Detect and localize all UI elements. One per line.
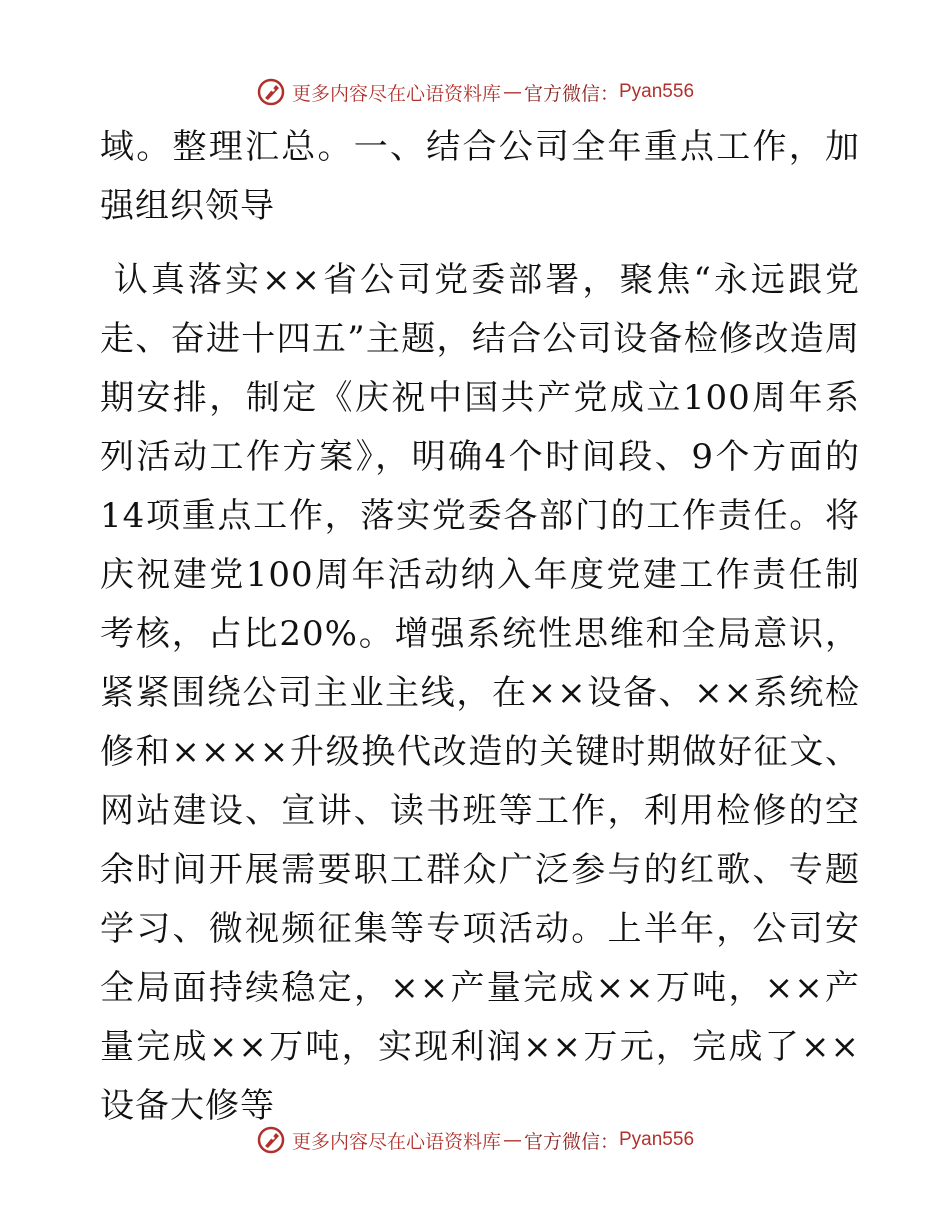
pen-nib-logo-icon <box>256 77 286 107</box>
header-watermark <box>0 72 950 112</box>
document-body <box>100 118 860 1136</box>
watermark-text: 更多内容尽在心语资料库 <box>291 1130 501 1153</box>
paragraph: 域。整理汇总。一、结合公司全年重点工作，加强组织领导 <box>100 127 860 226</box>
watermark-wechat-handle: Pyan556 <box>619 81 695 102</box>
watermark-separator: — <box>502 1129 522 1151</box>
pen-nib-logo-icon <box>256 1125 286 1155</box>
watermark-separator: — <box>502 81 522 103</box>
footer-watermark <box>0 1120 950 1160</box>
watermark-wechat-label: 官方微信： <box>523 82 619 105</box>
paragraph: 认真落实××省公司党委部署，聚焦“永远跟党走、奋进十四五”主题，结合公司设备检修改造周期安排，制定《庆祝中国共产党成立100周年系列活动工作方案》，明确4个时间段、9个方面的14项重点工作，落实党委各部门的工作责任。将庆祝建党100周年活动纳入年度党建工作责任制考核，占比20%。增强系统性思维和全局意识，紧紧围绕公司主业主线，在××设备、××系统检修和××××升级换代改造的关键时期做好征文、网站建设、宣讲、读书班等工作，利用检修的空余时间开展需要职工群众广泛参与的红歌、专题学习、微视频征集等专项活动。上半年，公司安全局面持续稳定，××产量完成××万吨，××产量完成××万吨，实现利润××万元，完成了××设备大修等 <box>100 260 861 1126</box>
watermark-wechat-handle: Pyan556 <box>619 1129 695 1150</box>
watermark-text: 更多内容尽在心语资料库 <box>291 82 501 105</box>
watermark-wechat-label: 官方微信： <box>523 1130 619 1153</box>
